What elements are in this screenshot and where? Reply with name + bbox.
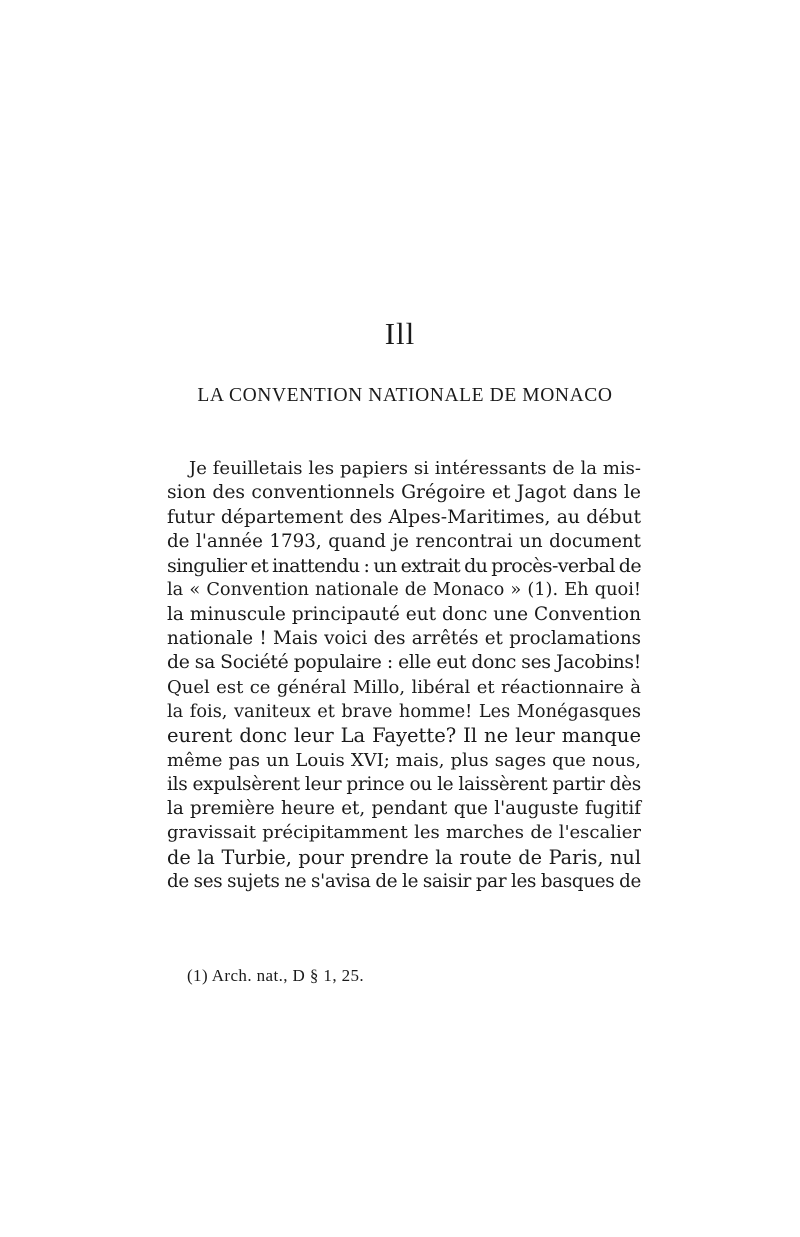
text-line: de ses sujets ne s'avisa de le saisir par les basques de: [167, 871, 641, 893]
text-line: la première heure et, pendant que l'auguste fugitif: [167, 798, 641, 820]
text-line: nationale ! Mais voici des arrêtés et proclamations: [167, 628, 641, 650]
text-line: ils expulsèrent leur prince ou le laissèrent partir dès: [167, 773, 641, 795]
text-line: la minuscule principauté eut donc une Convention: [167, 603, 641, 625]
body-paragraph: [167, 457, 641, 894]
text-line: de la Turbie, pour prendre la route de Paris, nul: [167, 845, 641, 869]
text-line: de l'année 1793, quand je rencontrai un document: [167, 530, 641, 552]
chapter-title: LA CONVENTION NATIONALE DE MONACO: [197, 385, 613, 406]
text-line: la « Convention nationale de Monaco » (1). Eh quoi!: [167, 580, 641, 601]
text-line: gravissait précipitamment les marches de l'escalier: [167, 822, 641, 844]
text-line: la fois, vaniteux et brave homme! Les Monégasques: [167, 701, 641, 722]
text-line: Quel est ce général Millo, libéral et réactionnaire à: [167, 676, 641, 698]
text-line: même pas un Louis XVI; mais, plus sages que nous,: [167, 749, 641, 771]
text-line: singulier et inattendu : un extrait du procès-verbal de: [167, 555, 641, 578]
text-line: sion des conventionnels Grégoire et Jagot dans le: [167, 482, 641, 504]
text-line: de sa Société populaire : elle eut donc ses Jacobins!: [167, 652, 641, 674]
text-line: eurent donc leur La Fayette? Il ne leur manque: [167, 724, 641, 748]
text-line: Je feuilletais les papiers si intéressants de la mis-: [189, 458, 641, 479]
text-line: futur département des Alpes-Maritimes, au début: [167, 506, 641, 528]
chapter-number: Ill: [384, 316, 416, 351]
footnote: (1) Arch. nat., D § 1, 25.: [187, 966, 365, 985]
